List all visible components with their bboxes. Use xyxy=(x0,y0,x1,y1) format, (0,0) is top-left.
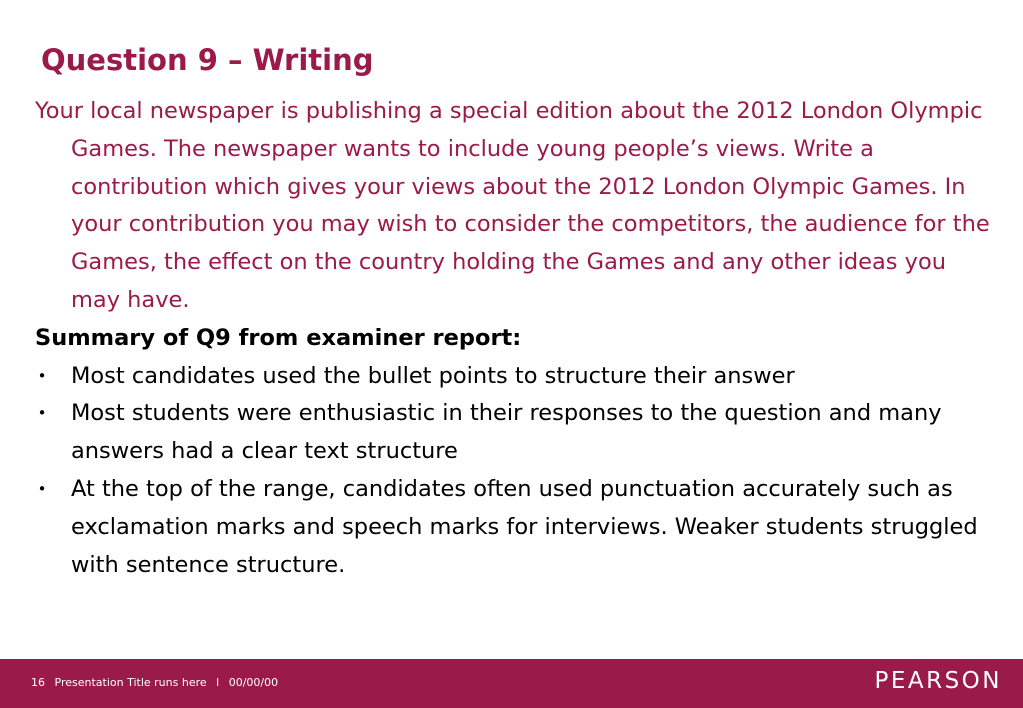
pearson-logo: PEARSON xyxy=(874,668,1002,694)
footer-bar xyxy=(0,659,1023,708)
bullet-icon: • xyxy=(37,366,47,385)
slide-body xyxy=(35,93,995,584)
footer-date: 00/00/00 xyxy=(228,676,279,689)
bullet-icon: • xyxy=(37,479,47,498)
summary-heading: Summary of Q9 from examiner report: xyxy=(35,324,522,351)
bullet-text: At the top of the range, candidates often used punctuation accurately such as exclamation marks and speech marks for interviews. Weaker students struggled with sentence structure. xyxy=(71,475,978,578)
question-text: Your local newspaper is publishing a special edition about the 2012 London Olympic Games. The newspaper wants to include young people’s views. Write a contribution which gives your views about the 2012 London Olympic Games. In your contribution you may wish to consider the competitors, the audience for the Games, the effect on the country holding the Games and any other ideas you may have. xyxy=(35,98,990,313)
list-item xyxy=(35,395,995,471)
footer-separator: l xyxy=(216,676,220,689)
list-item xyxy=(35,471,995,584)
bullet-text: Most students were enthusiastic in their responses to the question and many answers had a clear text structure xyxy=(71,400,942,465)
bullet-text: Most candidates used the bullet points to structure their answer xyxy=(71,362,795,389)
list-item xyxy=(35,358,995,396)
bullet-icon: • xyxy=(37,404,47,423)
footer-info xyxy=(31,676,284,689)
page-number: 16 xyxy=(31,676,45,689)
summary-bullet-list xyxy=(35,358,995,585)
slide-title: Question 9 – Writing xyxy=(41,43,374,77)
presentation-title: Presentation Title runs here xyxy=(54,676,207,689)
